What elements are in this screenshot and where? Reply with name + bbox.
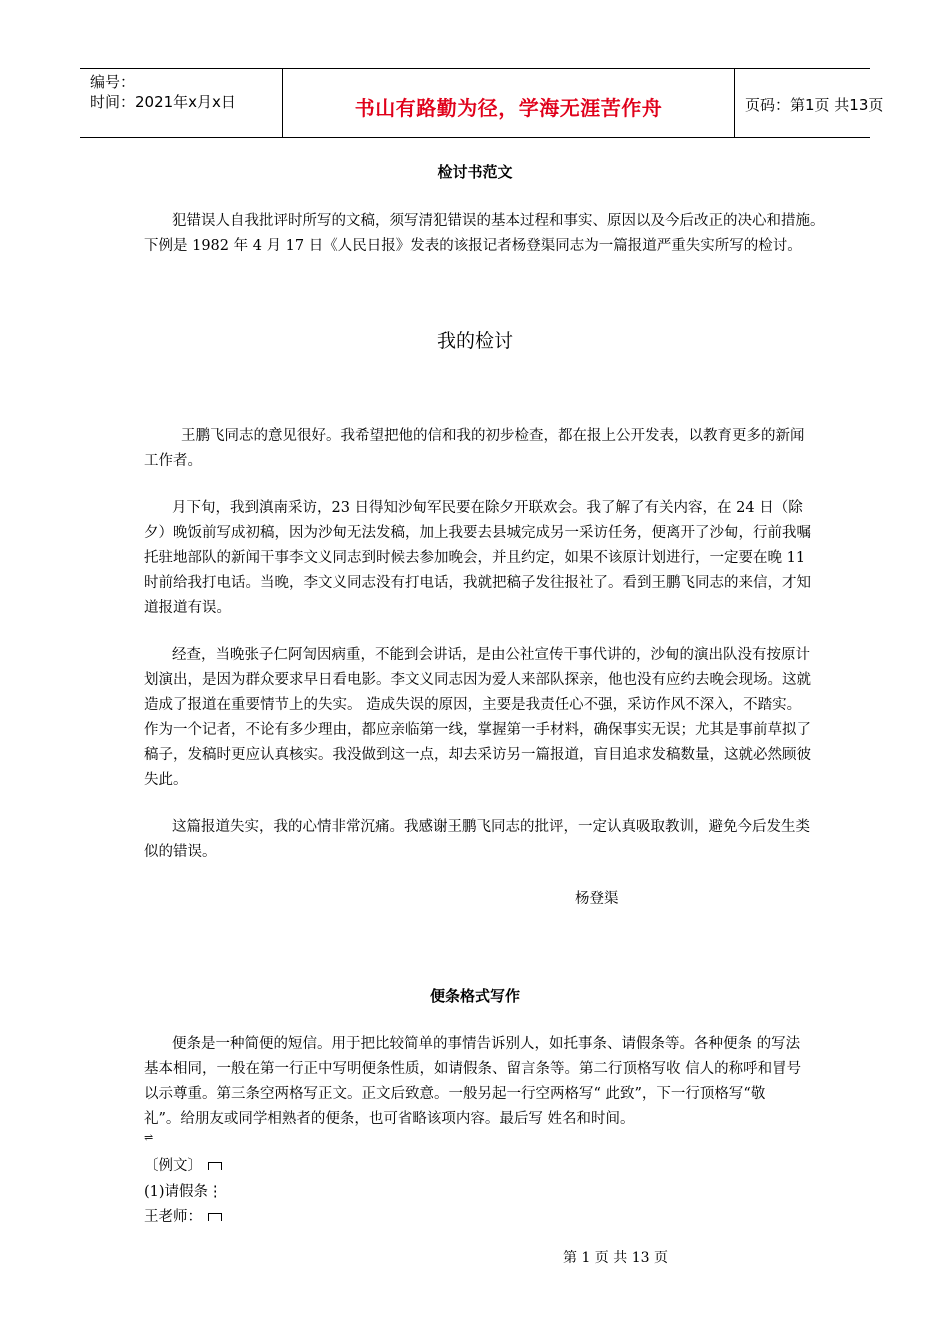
example-item: (1)请假条⋮ <box>144 1184 223 1200</box>
number-label: 编号： <box>90 73 136 91</box>
header-info-cell <box>80 69 283 137</box>
paragraph-line: 经查，当晚张子仁阿訇因病重，不能到会讲话，是由公社宣传干事代讲的，沙甸的演出队没有按原计 <box>172 647 810 663</box>
page-header <box>80 68 884 138</box>
return-mark-icon <box>208 1213 222 1221</box>
page-footer: 第 1 页 共 13 页 <box>563 1250 668 1266</box>
section-title: 便条格式写作 <box>429 987 520 1005</box>
paragraph-line: 以示尊重。第三条空两格写正文。正文后致意。一般另起一行空两格写“ 此致”，下一行顶格写“敬 <box>144 1086 766 1102</box>
paragraph-line: 失此。 <box>144 772 188 788</box>
page-number-label: 页码：第1页 共13页 <box>745 96 884 114</box>
salutation: 王老师： <box>144 1209 202 1225</box>
example-label-line <box>144 1154 222 1175</box>
paragraph-line: 工作者。 <box>144 453 202 469</box>
document-title: 检讨书范文 <box>437 163 513 181</box>
intro-line-1: 犯错误人自我批评时所写的文稿，须写清犯错误的基本过程和事实、原因以及今后改正的决心和措施。 <box>172 213 825 229</box>
example-label: 〔例文〕 <box>144 1158 202 1174</box>
motto: 书山有路勤为径，学海无涯苦作舟 <box>354 96 663 120</box>
header-page-cell <box>735 69 884 137</box>
paragraph-line: 似的错误。 <box>144 844 217 860</box>
signature: 杨登渠 <box>575 891 619 907</box>
paragraph-line: 便条是一种简便的短信。用于把比较简单的事情告诉别人，如托事条、请假条等。各种便条 的写法 <box>172 1036 801 1052</box>
paragraph-line: 夕）晚饭前写成初稿，因为沙甸无法发稿，加上我要去县城完成另一采访任务，便离开了沙甸，行前我嘱 <box>144 525 811 541</box>
paragraph-line: 划演出，是因为群众要求早日看电影。李文义同志因为爱人来部队探亲，他也没有应约去晚会现场。这就 <box>144 672 811 688</box>
header-motto-cell <box>283 69 735 137</box>
paragraph-line: 道报道有误。 <box>144 600 231 616</box>
letter-title: 我的检讨 <box>436 330 513 352</box>
paragraph-line: 时前给我打电话。当晚，李文义同志没有打电话，我就把稿子发往报社了。看到王鹏飞同志的来信，才知 <box>144 575 811 591</box>
paragraph-line: 王鹏飞同志的意见很好。我希望把他的信和我的初步检查，都在报上公开发表，以教育更多的新闻 <box>181 428 805 444</box>
intro-line-2: 下例是 1982 年 4 月 17 日《人民日报》发表的该报记者杨登渠同志为一篇报道严重失实所写的检讨。 <box>144 238 802 254</box>
paragraph-line: 基本相同，一般在第一行正中写明便条性质，如请假条、留言条等。第二行顶格写收 信人的称呼和冒号 <box>144 1061 802 1077</box>
paragraph-line: 托驻地部队的新闻干事李文义同志到时候去参加晚会，并且约定，如果不该原计划进行，一定要在晚 11 <box>144 550 806 566</box>
paragraph-line: 礼”。给朋友或同学相熟者的便条，也可省略该项内容。最后写 姓名和时间。 <box>144 1111 635 1127</box>
return-mark-icon <box>208 1162 222 1170</box>
paragraph-line: 稿子，发稿时更应认真核实。我没做到这一点，却去采访另一篇报道，盲目追求发稿数量，这就必然顾彼 <box>144 747 811 763</box>
date-label: 时间：2021年x月x日 <box>90 93 236 111</box>
paragraph-line: 作为一个记者，不论有多少理由，都应亲临第一线，掌握第一手材料，确保事实无误；尤其是事前草拟了 <box>144 722 811 738</box>
paragraph-line: 造成了报道在重要情节上的失实。 造成失误的原因，主要是我责任心不强，采访作风不深入，不踏实。 <box>144 697 802 713</box>
salutation-line <box>144 1205 222 1226</box>
stray-mark: ⇌ <box>144 1131 154 1144</box>
paragraph-line: 这篇报道失实，我的心情非常沉痛。我感谢王鹏飞同志的批评，一定认真吸取教训，避免今后发生类 <box>172 819 810 835</box>
paragraph-line: 月下旬，我到滇南采访，23 日得知沙甸军民要在除夕开联欢会。我了解了有关内容，在 24 日（除 <box>172 500 803 516</box>
